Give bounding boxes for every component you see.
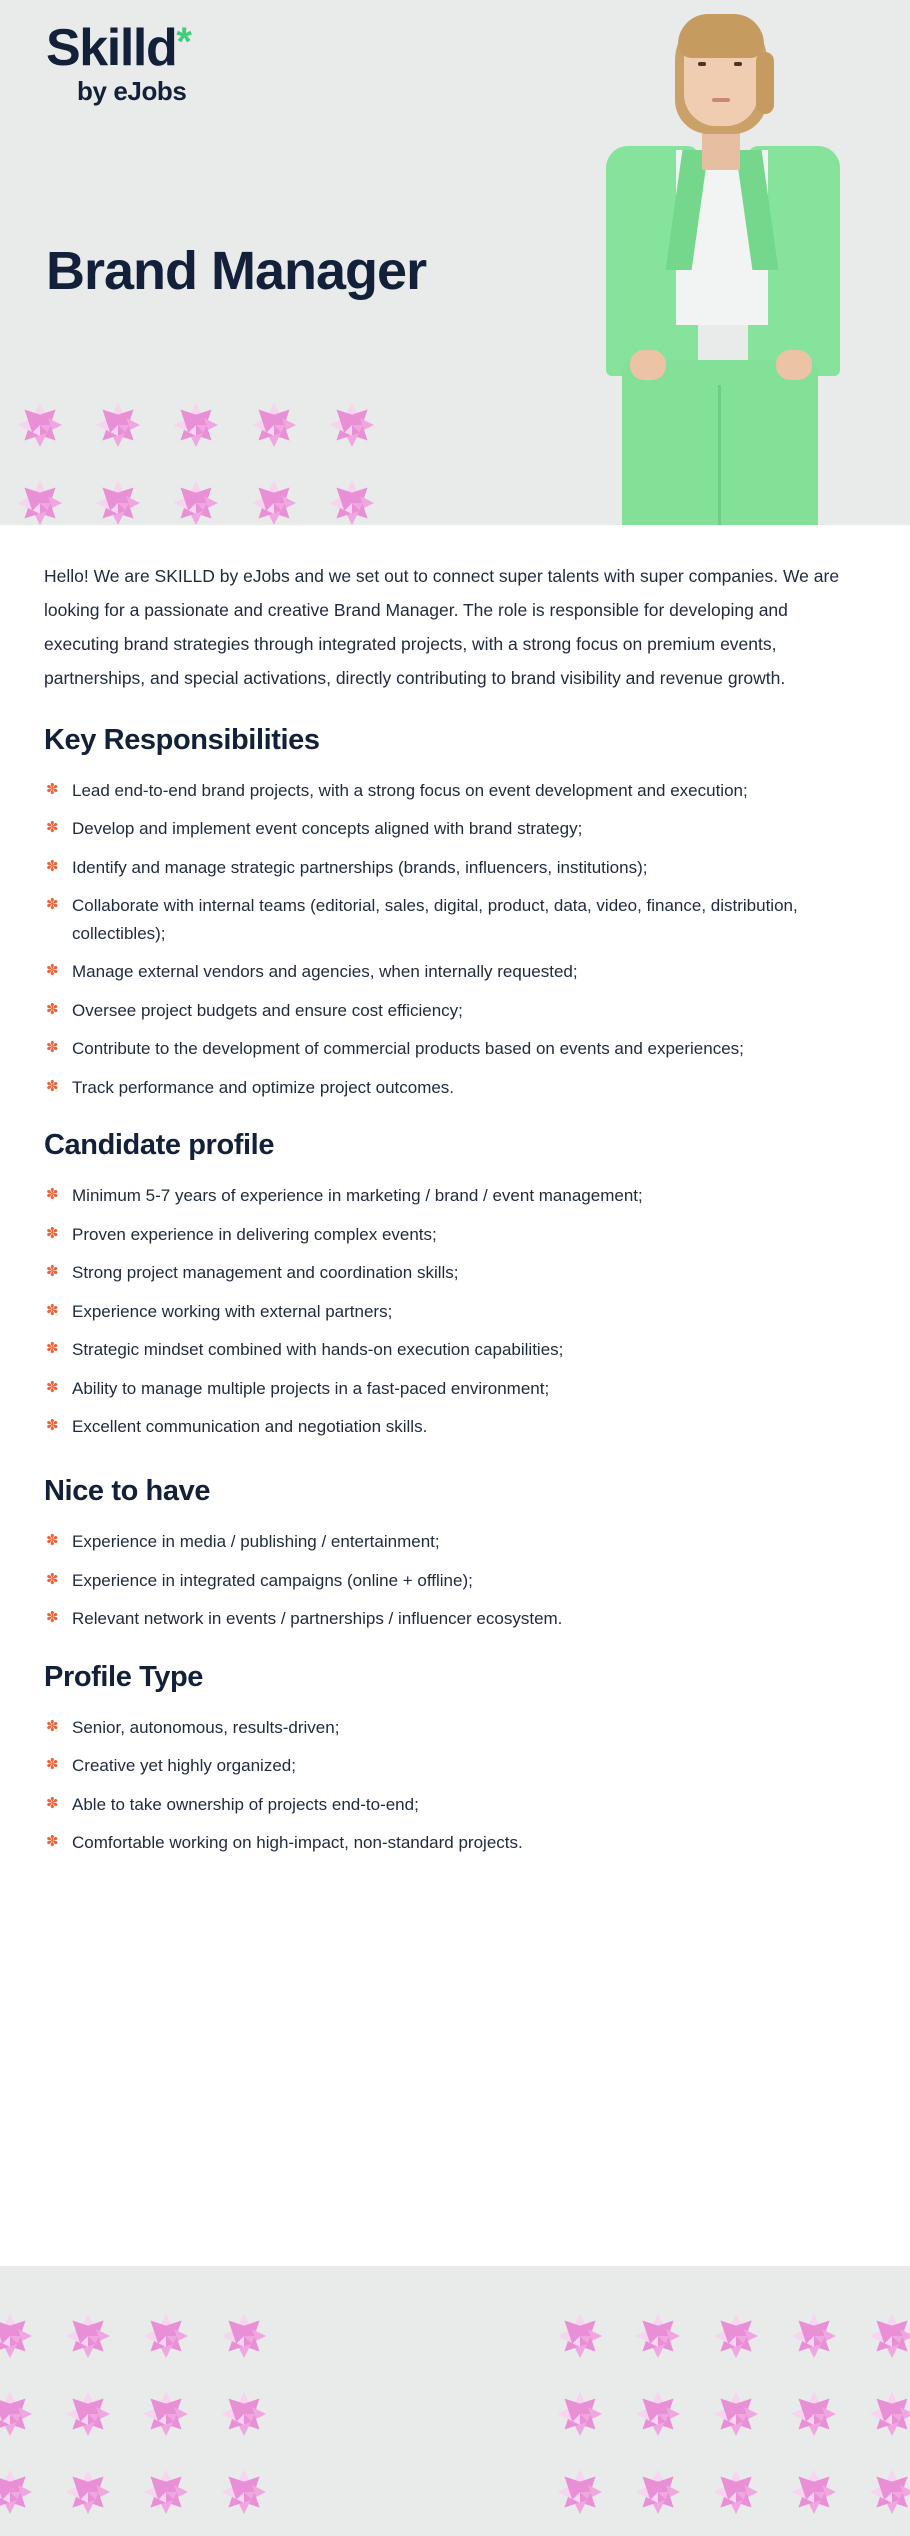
- section-heading-profile-type: Profile Type: [44, 1660, 204, 1693]
- list-item: ✽ Experience working with external partners;: [44, 1298, 866, 1326]
- list-item: ✽ Experience in media / publishing / entertainment;: [44, 1528, 866, 1556]
- list-item: ✽ Oversee project budgets and ensure cost efficiency;: [44, 997, 866, 1025]
- job-description-body: [0, 525, 910, 1878]
- page-footer: [0, 2266, 910, 2536]
- list-item: ✽ Relevant network in events / partnerships / influencer ecosystem.: [44, 1605, 866, 1633]
- page-header: [0, 0, 910, 525]
- list-profile-type: [44, 1714, 866, 1857]
- list-item: ✽ Able to take ownership of projects end-to-end;: [44, 1791, 866, 1819]
- list-item: ✽ Comfortable working on high-impact, non-standard projects.: [44, 1829, 866, 1857]
- list-key-responsibilities: [44, 777, 866, 1102]
- trousers-seam-shape: [718, 385, 721, 525]
- hair-tail-shape: [756, 52, 774, 114]
- list-nice-to-have: [44, 1528, 866, 1633]
- list-item: ✽ Proven experience in delivering complex events;: [44, 1221, 866, 1249]
- list-candidate-profile: [44, 1182, 866, 1441]
- hero-photo: [570, 0, 860, 525]
- list-item: ✽ Creative yet highly organized;: [44, 1752, 866, 1780]
- list-item: ✽ Identify and manage strategic partnerships (brands, influencers, institutions);: [44, 854, 866, 882]
- intro-paragraph: Hello! We are SKILLD by eJobs and we set out to connect super talents with super companies. We are looking for a passionate and creative Brand Manager. The role is responsible for developing and executing brand strategies through integrated projects, with a strong focus on premium events, partnerships, and special activations, directly contributing to brand visibility and revenue growth.: [44, 566, 840, 689]
- section-heading-key-responsibilities: Key Responsibilities: [44, 723, 320, 756]
- brand-logo: [46, 19, 191, 107]
- list-item: ✽ Ability to manage multiple projects in a fast-paced environment;: [44, 1375, 866, 1403]
- list-item: ✽ Minimum 5-7 years of experience in marketing / brand / event management;: [44, 1182, 866, 1210]
- list-item: ✽ Lead end-to-end brand projects, with a strong focus on event development and execution;: [44, 777, 866, 805]
- hair-front-shape: [678, 14, 764, 58]
- list-item: ✽ Experience in integrated campaigns (online + offline);: [44, 1567, 866, 1595]
- decorative-triangle-pattern-footer-right: [550, 2276, 910, 2536]
- logo-main-text: Skilld: [46, 19, 177, 77]
- list-item: ✽ Manage external vendors and agencies, when internally requested;: [44, 958, 866, 986]
- section-heading-candidate-profile: Candidate profile: [44, 1129, 275, 1162]
- list-item: ✽ Strong project management and coordination skills;: [44, 1259, 866, 1287]
- hand-right-shape: [776, 350, 812, 380]
- list-item: ✽ Track performance and optimize project outcomes.: [44, 1074, 866, 1102]
- section-heading-nice-to-have: Nice to have: [44, 1475, 211, 1507]
- hand-left-shape: [630, 350, 666, 380]
- mouth-shape: [712, 98, 730, 102]
- list-item: ✽ Strategic mindset combined with hands-on execution capabilities;: [44, 1336, 866, 1364]
- logo-star-icon: *: [176, 20, 191, 64]
- list-item: ✽ Senior, autonomous, results-driven;: [44, 1714, 866, 1742]
- decorative-triangle-pattern-footer-left: [0, 2276, 310, 2536]
- page-title: Brand Manager: [46, 241, 427, 301]
- list-item: ✽ Collaborate with internal teams (editorial, sales, digital, product, data, video, finance, distribution, collectibles);: [44, 892, 866, 947]
- list-item: ✽ Excellent communication and negotiation skills.: [44, 1413, 866, 1441]
- eye-left-shape: [698, 62, 706, 66]
- logo-wordmark: [46, 19, 191, 77]
- eye-right-shape: [734, 62, 742, 66]
- logo-subtitle: by eJobs: [76, 76, 187, 106]
- decorative-triangle-pattern-header: [0, 365, 420, 525]
- list-item: ✽ Contribute to the development of commercial products based on events and experiences;: [44, 1035, 866, 1063]
- list-item: ✽ Develop and implement event concepts aligned with brand strategy;: [44, 815, 866, 843]
